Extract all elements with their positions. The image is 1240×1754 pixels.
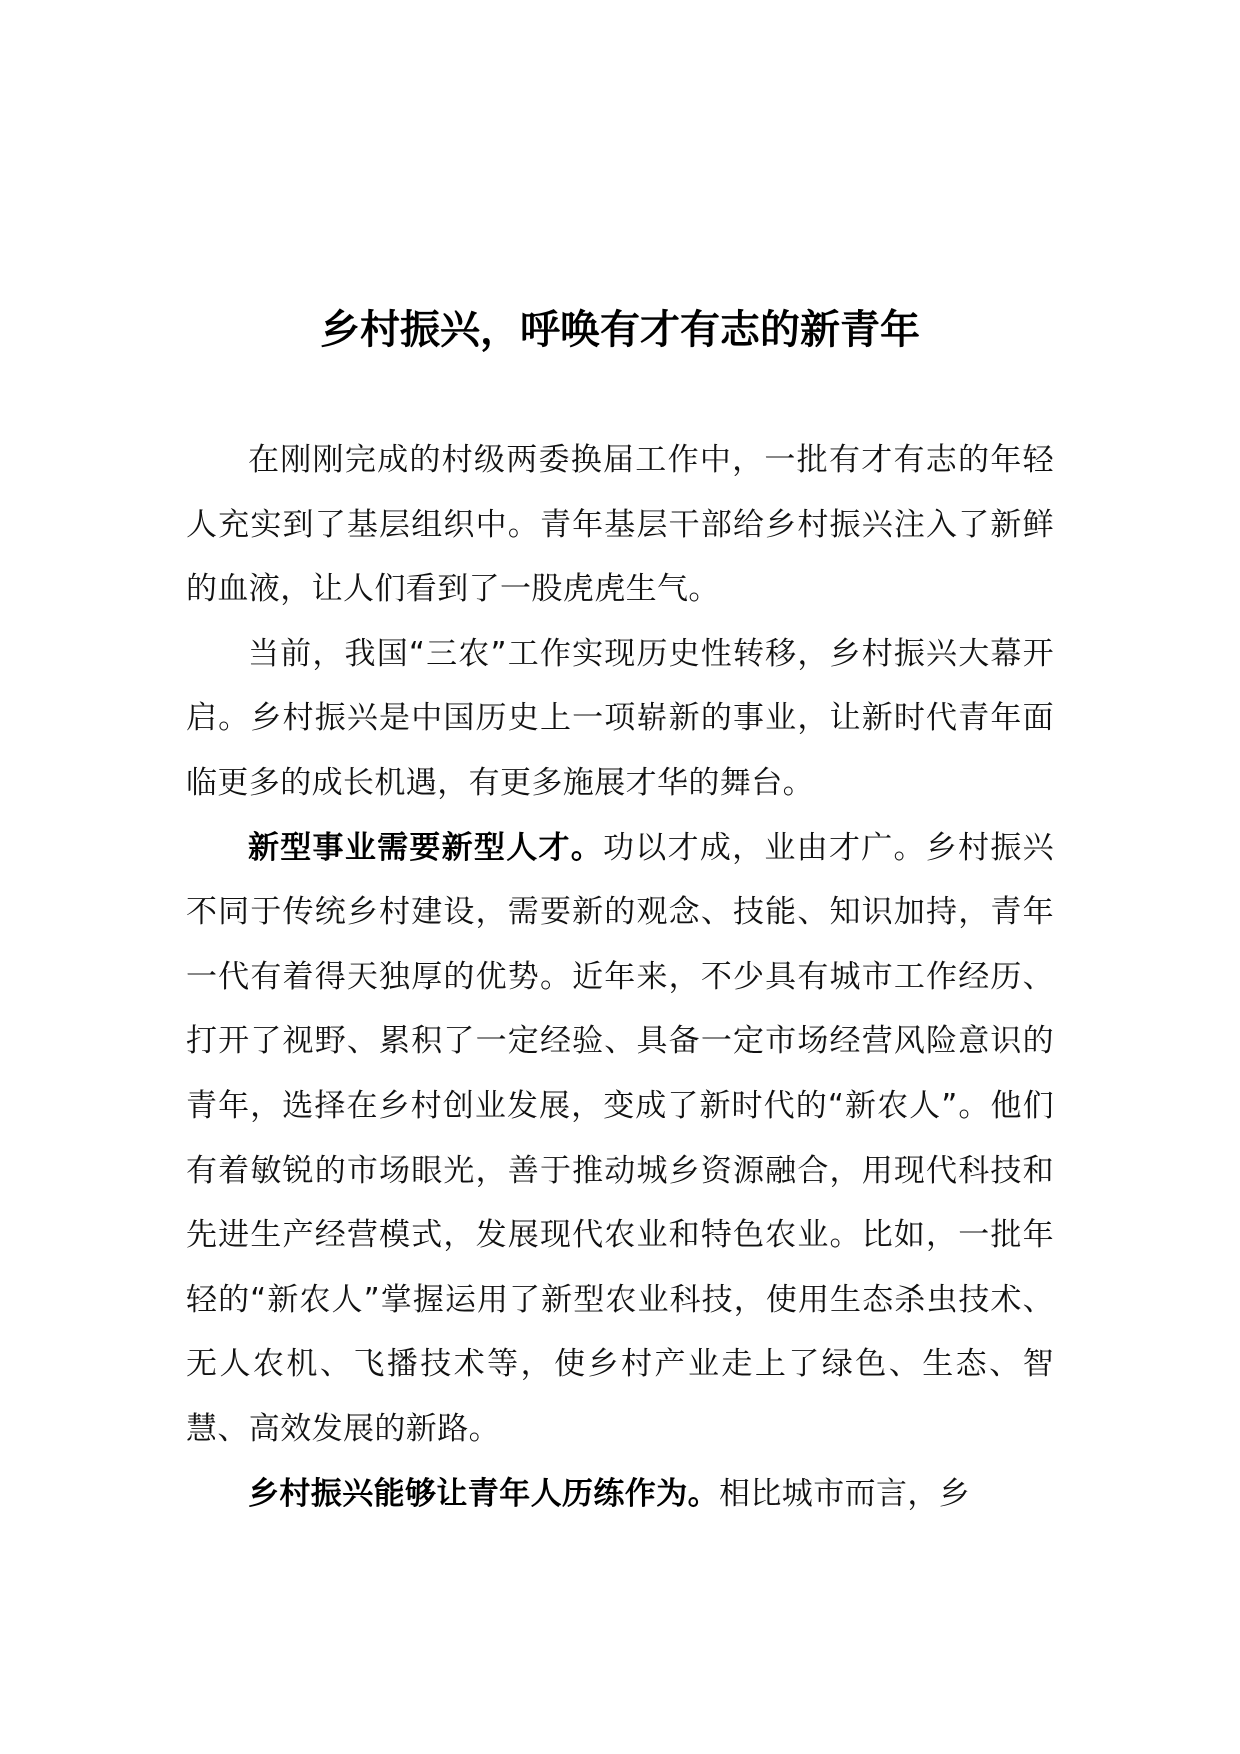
- paragraph-3-text: 功以才成，业由才广。乡村振兴不同于传统乡村建设，需要新的观念、技能、知识加持，青年一代有着得天独厚的优势。近年来，不少具有城市工作经历、打开了视野、累积了一定经验、具备一定市场经营风险意识的青年，选择在乡村创业发展，变成了新时代的“新农人”。他们有着敏锐的市场眼光，善于推动城乡资源融合，用现代科技和先进生产经营模式，发展现代农业和特色农业。比如，一批年轻的“新农人”掌握运用了新型农业科技，使用生态杀虫技术、无人农机、飞播技术等，使乡村产业走上了绿色、生态、智慧、高效发展的新路。: [186, 829, 1054, 1447]
- paragraph-4: [186, 1462, 1054, 1527]
- document-body: [186, 428, 1054, 1526]
- paragraph-4-lead: 乡村振兴能够让青年人历练作为。: [248, 1475, 719, 1512]
- paragraph-3: [186, 816, 1054, 1462]
- paragraph-2: [186, 622, 1054, 816]
- document-title: 乡村振兴，呼唤有才有志的新青年: [320, 307, 920, 353]
- paragraph-4-text: 相比城市而言，乡: [719, 1475, 971, 1512]
- paragraph-1-text: 在刚刚完成的村级两委换届工作中，一批有才有志的年轻人充实到了基层组织中。青年基层干部给乡村振兴注入了新鲜的血液，让人们看到了一股虎虎生气。: [186, 442, 1054, 608]
- paragraph-2-text: 当前，我国“三农”工作实现历史性转移，乡村振兴大幕开启。乡村振兴是中国历史上一项崭新的事业，让新时代青年面临更多的成长机遇，有更多施展才华的舞台。: [186, 635, 1054, 801]
- paragraph-3-lead: 新型事业需要新型人才。: [248, 829, 604, 866]
- paragraph-1: [186, 428, 1054, 622]
